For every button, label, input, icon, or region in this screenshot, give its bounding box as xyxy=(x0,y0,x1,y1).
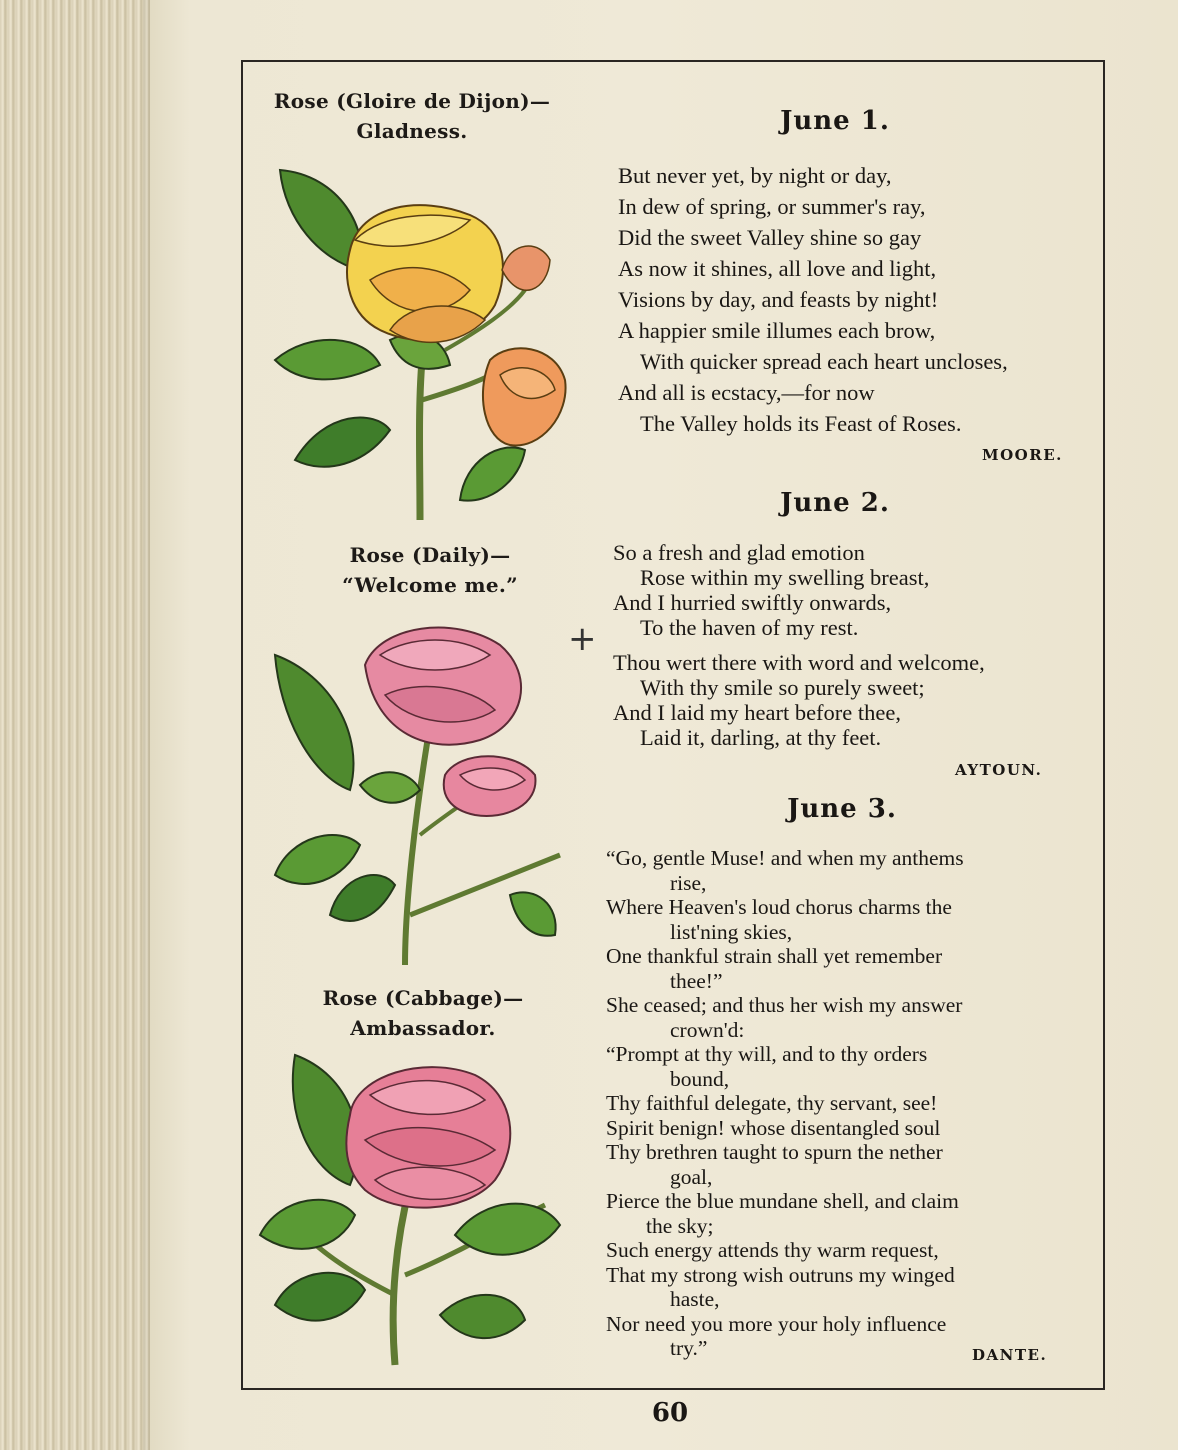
flower-meaning: Gladness. xyxy=(356,119,468,143)
poem-line: As now it shines, all love and light, xyxy=(618,256,937,281)
poem-line: A happier smile illumes each brow, xyxy=(618,318,936,343)
book-page-edges xyxy=(0,0,165,1450)
flower-name: Rose (Gloire de Dijon)— xyxy=(273,89,551,113)
flower-caption-3 xyxy=(273,983,573,1043)
poem-line: She ceased; and thus her wish my answer xyxy=(606,993,963,1017)
page-number: 60 xyxy=(651,1398,689,1428)
poem-line: Where Heaven's loud chorus charms the xyxy=(606,895,952,919)
poem-line: Laid it, darling, at thy feet. xyxy=(640,725,882,750)
poem-line: That my strong wish outruns my winged xyxy=(606,1262,955,1287)
author-june-2: AYTOUN. xyxy=(955,761,1043,779)
poem-line: With thy smile so purely sweet; xyxy=(640,675,925,700)
poem-line: rise, xyxy=(670,870,707,895)
poem-line: Did the sweet Valley shine so gay xyxy=(618,225,922,250)
poem-line: Pierce the blue mundane shell, and claim xyxy=(606,1189,959,1213)
poem-line: And I laid my heart before thee, xyxy=(613,700,902,725)
flower-name: Rose (Daily)— xyxy=(349,543,511,567)
flower-caption-1 xyxy=(262,86,562,146)
poem-line: goal, xyxy=(670,1164,713,1189)
poem-june-1 xyxy=(618,160,1008,439)
poem-line: try.” xyxy=(670,1336,708,1360)
entry-heading-june-3: June 3. xyxy=(787,794,897,824)
poem-line: But never yet, by night or day, xyxy=(618,163,892,188)
flower-meaning: “Welcome me.” xyxy=(342,573,518,597)
poem-line: Nor need you more your holy influence xyxy=(606,1311,947,1336)
poem-line: Such energy attends thy warm request, xyxy=(606,1238,939,1262)
poem-line: The Valley holds its Feast of Roses. xyxy=(640,411,962,436)
entry-heading-june-1: June 1. xyxy=(780,106,890,136)
poem-line: Thou wert there with word and welcome, xyxy=(613,650,985,675)
poem-line: Rose within my swelling breast, xyxy=(640,565,930,590)
poem-line: Thy brethren taught to spurn the nether xyxy=(606,1140,943,1164)
poem-line: thee!” xyxy=(670,968,723,993)
poem-line: Thy faithful delegate, thy servant, see! xyxy=(606,1091,938,1115)
yellow-rose-illustration xyxy=(270,160,580,520)
poem-line: In dew of spring, or summer's ray, xyxy=(618,194,926,219)
poem-line: So a fresh and glad emotion xyxy=(613,540,865,565)
pink-rose-illustration xyxy=(270,615,580,970)
poem-line: “Go, gentle Muse! and when my anthems xyxy=(606,846,964,870)
poem-line: Visions by day, and feasts by night! xyxy=(618,287,939,312)
poem-line: list'ning skies, xyxy=(670,919,793,944)
poem-line: And all is ecstacy,—for now xyxy=(618,380,875,405)
flower-caption-2 xyxy=(280,540,580,600)
poem-line: the sky; xyxy=(646,1213,714,1238)
cabbage-rose-illustration xyxy=(255,1045,575,1370)
poem-june-3 xyxy=(606,846,964,1361)
flower-name: Rose (Cabbage)— xyxy=(322,986,524,1010)
margin-mark: + xyxy=(568,619,597,659)
poem-line: And I hurried swiftly onwards, xyxy=(613,590,892,615)
poem-line: “Prompt at thy will, and to thy orders xyxy=(606,1042,928,1066)
poem-line: To the haven of my rest. xyxy=(640,615,859,640)
poem-line: crown'd: xyxy=(670,1017,745,1042)
flower-meaning: Ambassador. xyxy=(350,1016,496,1040)
poem-line: With quicker spread each heart uncloses, xyxy=(640,349,1008,374)
poem-line: Spirit benign! whose disentangled soul xyxy=(606,1115,941,1140)
poem-june-2 xyxy=(613,540,985,750)
poem-line: bound, xyxy=(670,1066,730,1091)
author-june-1: MOORE. xyxy=(982,446,1063,464)
poem-line: One thankful strain shall yet remember xyxy=(606,944,943,968)
poem-line: haste, xyxy=(670,1287,720,1311)
entry-heading-june-2: June 2. xyxy=(780,488,890,518)
author-june-3: DANTE. xyxy=(972,1346,1048,1364)
